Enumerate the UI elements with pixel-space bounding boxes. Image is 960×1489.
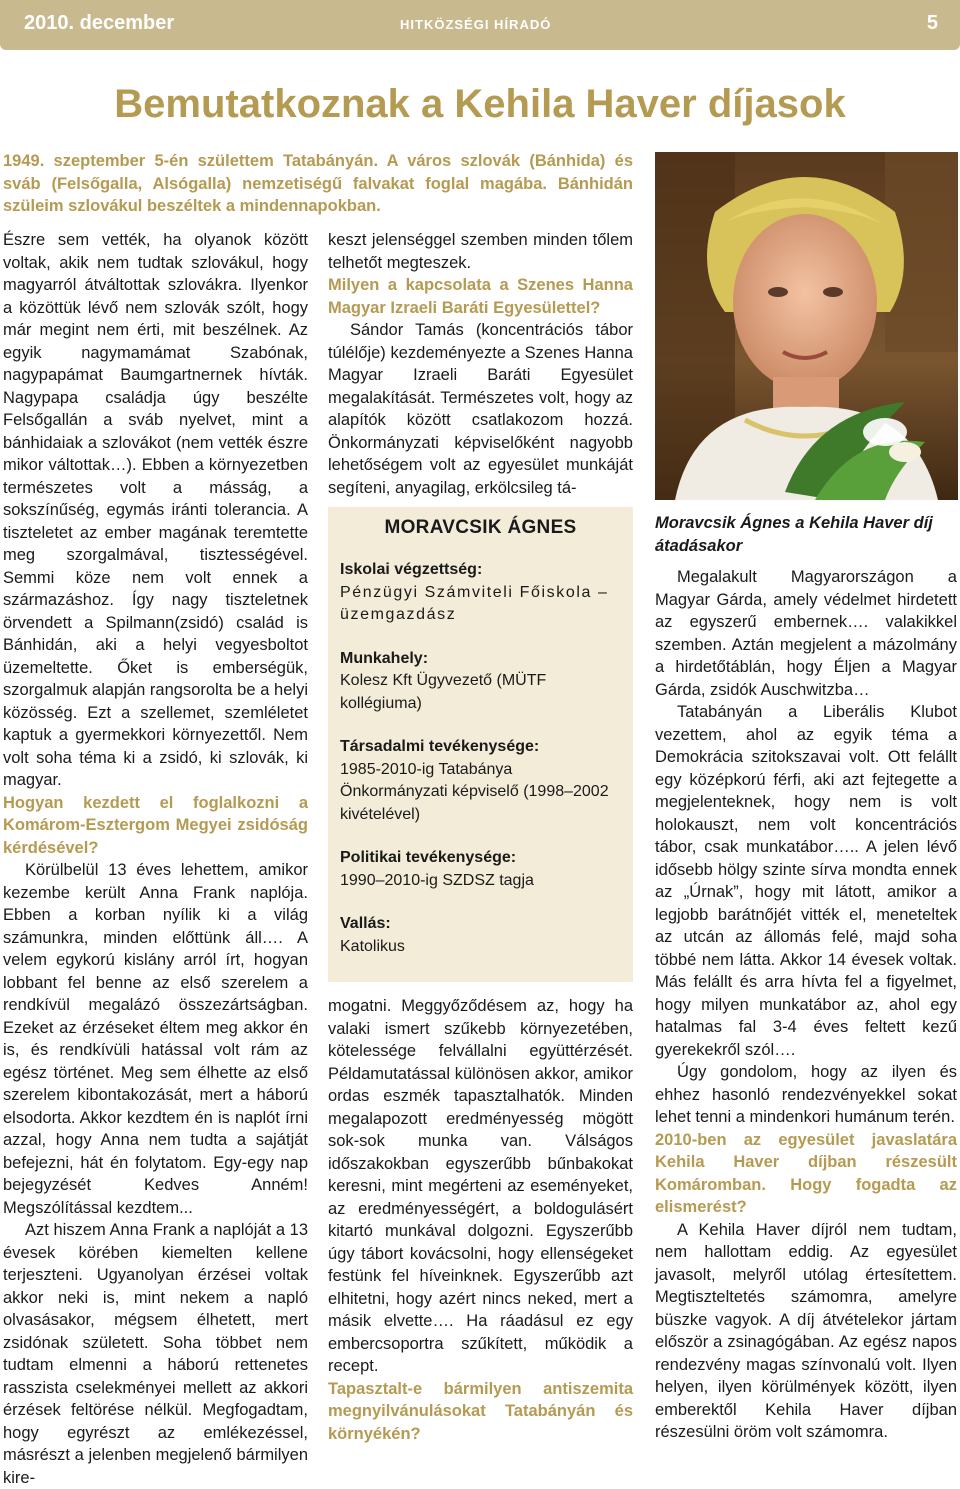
profile-value: 1990–2010-ig SZDSZ tagja: [340, 871, 534, 889]
profile-item: [340, 648, 621, 716]
issue-date: 2010. december: [24, 12, 175, 34]
profile-item: [340, 847, 621, 892]
publication-name: HITKÖZSÉGI HÍRADÓ: [400, 17, 552, 32]
profile-box: [328, 507, 633, 982]
text-column-2-bottom: [328, 995, 633, 1445]
interview-question: Hogyan kezdett el foglalkozni a Komárom-Esztergom Megyei zsidóság kérdésével?: [3, 793, 308, 857]
profile-item: [340, 736, 621, 826]
interview-paragraph: Megalakult Magyarországon a Magyar Gárda, amely védelmet hirdetett az egyszerű embernek…. valakikkel szemben. Aztán megjelent a mázolmány a hirdetőtáblán, hogy Éljen a Magyar Gárda, zsidók Auschwitzba…: [655, 568, 957, 699]
profile-item: [340, 913, 621, 958]
article-intro: 1949. szeptember 5-én születtem Tatabányán. A város szlovák (Bánhida) és sváb (Felsőgalla, Alsógalla) nemzetiségű falvakat foglal magába. Bánhidán szüleim szlovákul beszéltek a mindennapokban.: [3, 152, 633, 215]
interview-paragraph: Sándor Tamás (koncentrációs tábor túlélője) kezdeményezte a Szenes Hanna Magyar Izraeli Baráti Egyesület megalakítását. Természetes volt, hogy az alapítók között csatlakozom hozzá. Önkormányzati képviselőként nagyobb lehetőségem volt az egyesület munkáját segíteni, anyagilag, erkölcsileg tá-: [328, 321, 633, 497]
profile-label: Politikai tevékenysége:: [340, 849, 517, 866]
interview-paragraph: Úgy gondolom, hogy az ilyen és ehhez hasonló rendezvényekkel sokat lehet tenni a mindenkori humánum terén.: [655, 1063, 957, 1126]
text-column-1: [3, 229, 308, 1489]
article-title: Bemutatkoznak a Kehila Haver díjasok: [114, 82, 846, 126]
profile-value: Kolesz Kft Ügyvezető (MÜTF kollégiuma): [340, 672, 547, 712]
profile-label: Társadalmi tevékenysége:: [340, 738, 540, 755]
portrait-illustration: [655, 152, 958, 500]
profile-value: 1985-2010-ig Tatabánya Önkormányzati képviselő (1998–2002 kivételével): [340, 760, 609, 823]
text-column-2-top: [328, 229, 633, 499]
portrait-photo: [655, 152, 958, 500]
interview-paragraph: Tatabányán a Liberális Klubot vezettem, ahol az egyik téma a Demokrácia szitokszavai volt. Ott felállt egy középkorú férfi, aki azt fejtegette a megjelenteknek, hogy nem is volt holokauszt, nem volt koncentrációs tábor, csak munkatábor….. A jelen lévő idősebb hölgy szinte sírva mondta ennek az „Úrnak”, hogy mit látott, amikor a legjobb barátnőjét vitték el, meneteltek az utcán az állomás felé, majd soha többé nem látta. Akkor 14 évesek voltak. Más felállt és arra hívta fel a figyelmet, hogy milyen munkatábor az, ahol egy hatalmas fal 3-4 éves feltett kezű gyerekekről szól….: [655, 703, 957, 1059]
profile-label: Vallás:: [340, 915, 391, 932]
interview-paragraph: Azt hiszem Anna Frank a naplóját a 13 évesek körében kiemelten kellene terjeszteni. Ugyanolyan érzései voltak akkor neki is, mint nekem a napló olvasásakor, mégsem élhetett, mert zsidónak született. Soha többet nem tudtam elmenni a háború rettenetes rasszista cselekményei mellett az akkori érzések feltörése nélkül. Megfogadtam, hogy egyrészt az emlékezéssel, másrészt a jelenben megjelenő bármilyen kire-: [3, 1221, 308, 1487]
page-number: 5: [926, 12, 938, 34]
interview-paragraph: mogatni. Meggyőződésem az, hogy ha valaki ismert szűkebb környezetében, kötelessége felvállalni együttérzését. Példamutatással különösen akkor, amikor ordas eszmék tapasztalhatók. Minden megalapozott eredményesség mögött sok-sok munka van. Válságos időszakokban egyszerűbb bűnbakokat keresni, mint megérteni az eseményeket, az eredményességért, a boldogulásért kitartó munkával dolgozni. Egyszerűbb úgy tábort kovácsolni, hogy ellenségeket festünk fel híveinknek. Egyszerűbb azt elhitetni, hogy azért nincs neked, mert a másik elvette…. Ha ráadásul ez egy embercsoportra szűkített, működik a recept.: [328, 997, 633, 1375]
interview-paragraph: Körülbelül 13 éves lehettem, amikor kezembe került Anna Frank naplója. Ebben a korban nyílik ki a világ számunkra, minden előttünk áll…. A velem egykorú kislány arról írt, hogyan lobbant fel benne az első szerelem a rendkívül megalázó összezártságban. Ezeket az érzéseket éltem meg akkor én is, és rendkívüli hatással volt rám az egész történet. Meg sem élhette az első szerelem kibontakozását, mert a háború elsodorta. Akkor kezdtem én is naplót írni azzal, hogy Anna nem tudta a sajátját befejezni, hát én folytatom. Egy-egy nap bejegyzését Kedves Anném! Megszólítással kezdtem...: [3, 861, 308, 1217]
page-header: [0, 0, 960, 50]
photo-caption: Moravcsik Ágnes a Kehila Haver díj átadásakor: [655, 514, 933, 555]
profile-value: Katolikus: [340, 937, 405, 955]
interview-paragraph: keszt jelenséggel szemben minden tőlem telhetőt megteszek.: [328, 231, 633, 272]
profile-item: [340, 559, 621, 627]
interview-paragraph: A Kehila Haver díjról nem tudtam, nem hallottam eddig. Az egyesület javasolt, melyről utólag értesítettem. Megtiszteltetés számomra, amelyre büszke vagyok. A díj átvételekor jártam először a zsinagógában. Az egész napos rendezvény magas színvonalú volt. Ilyen helyen, ilyen körülmények között, ilyen emberektől Kehila Haver díjban részesülni öröm volt számomra.: [655, 1220, 957, 1441]
interview-question: 2010-ben az egyesület javaslatára Kehila Haver díjban részesült Komáromban. Hogy fogadta az elismerést?: [655, 1130, 957, 1216]
profile-name: MORAVCSIK ÁGNES: [384, 517, 577, 538]
profile-label: Munkahely:: [340, 649, 429, 667]
interview-question: Tapasztalt-e bármilyen antiszemita megnyilvánulásokat Tatabányán és környékén?: [328, 1379, 633, 1443]
profile-value: Pénzügyi Számviteli Főiskola – üzemgazdász: [340, 583, 609, 623]
profile-label: Iskolai végzettség:: [340, 561, 483, 578]
text-column-3: [655, 566, 957, 1444]
interview-question: Milyen a kapcsolata a Szenes Hanna Magyar Izraeli Baráti Egyesülettel?: [328, 276, 633, 317]
interview-paragraph: Észre sem vették, ha olyanok között voltak, akik nem tudtak szlovákul, hogy magyarról átváltottak szlovákra. Ilyenkor a közöttük lévő nem szlovák szólt, hogy már megint nem érti, mit beszélnek. Az egyik nagymamámat Szabónak, nagypapámat Baumgartnernek hívták. Nagypapa családja úgy beszélte Felsőgallán a sváb nyelvet, mint a bánhidaiak a szlovákot (nem vették észre mikor váltottak…). Ebben a környezetben természetes volt a másság, a sokszínűség, egymás iránti tolerancia. A tiszteletet az ember magának teremtette meg szorgalmával, tisztességével. Semmi köze nem volt ennek a származáshoz. Így nagy tiszteletnek örvendett a Spilmann(zsidó) család is Bánhidán, aki a helyi vegyesboltot üzemeltette. Őket is emberségük, szorgalmuk alapján rangsorolta be a helyi közösség. Ezt a szellemet, szemléletet kaptuk a gyermekkori környezettől. Nem volt soha téma ki a zsidó, ki szlovák, ki magyar.: [3, 231, 308, 789]
